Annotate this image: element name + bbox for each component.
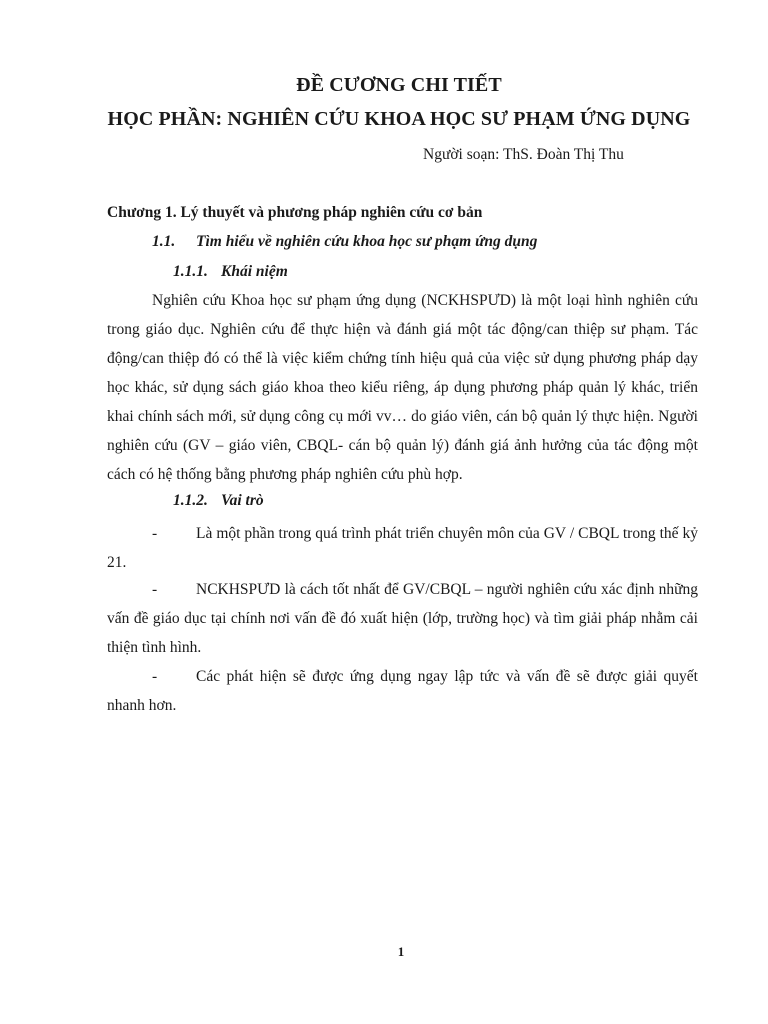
- concept-paragraph: Nghiên cứu Khoa học sư phạm ứng dụng (NCKHSPƯD) là một loại hình nghiên cứu trong giáo dục. Nghiên cứu để thực hiện và đánh giá một tác động/can thiệp sư phạm. Tác động/can thiệp đó có thể là việc kiểm chứng tính hiệu quả của việc sử dụng phương pháp dạy học khác, sử dụng sách giáo khoa theo kiểu riêng, áp dụng phương pháp quản lý khác, triển khai chính sách mới, sử dụng công cụ mới vv… do giáo viên, cán bộ quản lý thực hiện. Người nghiên cứu (GV – giáo viên, CBQL- cán bộ quản lý) đánh giá ảnh hưởng của tác động một cách có hệ thống bằng phương pháp nghiên cứu phù hợp.: [107, 292, 698, 483]
- section-heading-1-1: [152, 233, 537, 251]
- section-number: 1.1.: [152, 233, 176, 250]
- section-number: 1.1.2.: [173, 492, 208, 509]
- bullet-marker: -: [152, 581, 158, 598]
- course-title: HỌC PHẦN: NGHIÊN CỨU KHOA HỌC SƯ PHẠM ỨNG DỤNG: [107, 108, 691, 130]
- section-heading-1-1-2: [173, 492, 264, 510]
- chapter-heading: Chương 1. Lý thuyết và phương pháp nghiên cứu cơ bản: [107, 204, 483, 221]
- document-title: ĐỀ CƯƠNG CHI TIẾT: [296, 74, 502, 96]
- bullet-text: Các phát hiện sẽ được ứng dụng ngay lập tức và vấn đề sẽ được giải quyết nhanh hơn.: [107, 668, 698, 714]
- page-number: 1: [397, 944, 405, 959]
- section-heading-1-1-1: [173, 263, 288, 281]
- bullet-marker: -: [152, 525, 158, 542]
- bullet-item: [107, 662, 698, 720]
- section-number: 1.1.1.: [173, 263, 208, 280]
- bullet-item: [107, 519, 698, 577]
- author-line: Người soạn: ThS. Đoàn Thị Thu: [423, 146, 624, 163]
- section-title: Tìm hiểu về nghiên cứu khoa học sư phạm ứng dụng: [196, 233, 538, 250]
- bullet-item: [107, 575, 698, 662]
- bullet-marker: -: [152, 668, 158, 685]
- section-title: Khái niệm: [221, 263, 288, 280]
- section-title: Vai trò: [221, 492, 264, 509]
- bullet-text: NCKHSPƯD là cách tốt nhất để GV/CBQL – người nghiên cứu xác định những vấn đề giáo dục tại chính nơi vấn đề đó xuất hiện (lớp, trường học) và tìm giải pháp nhằm cải thiện tình hình.: [107, 581, 698, 656]
- bullet-text: Là một phần trong quá trình phát triển chuyên môn của GV / CBQL trong thế kỷ 21.: [107, 525, 698, 571]
